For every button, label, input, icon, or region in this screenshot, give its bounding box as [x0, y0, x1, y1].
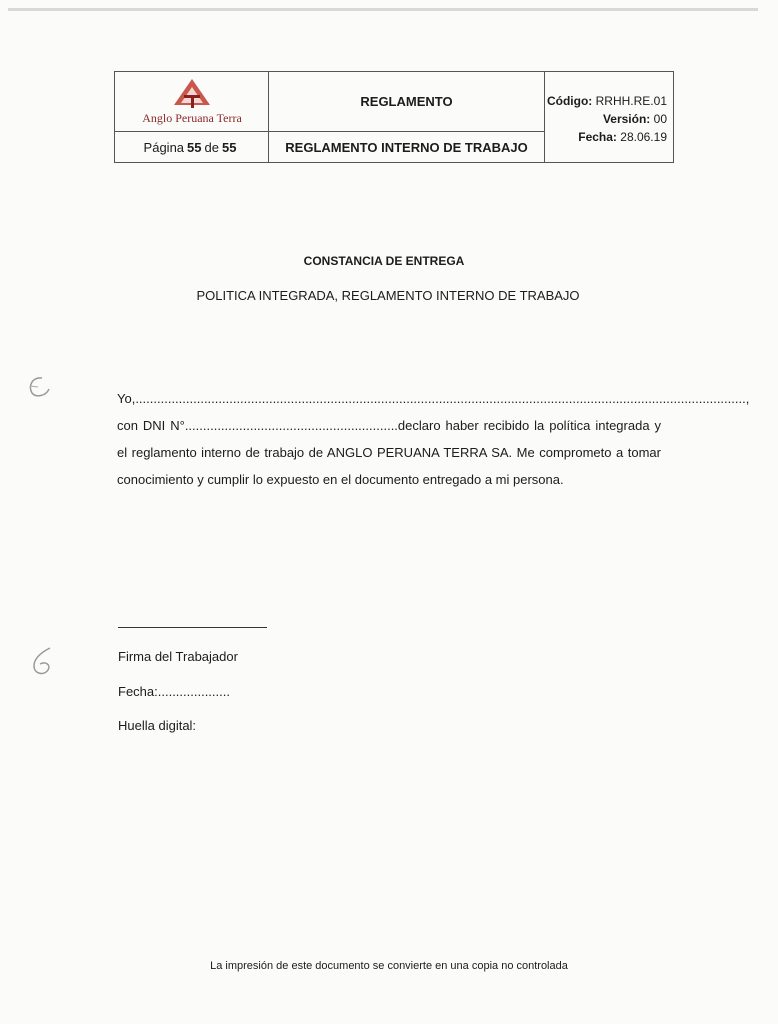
document-subtitle: POLITICA INTEGRADA, REGLAMENTO INTERNO DE TRABAJO — [196, 288, 580, 303]
declaration-line-name: Yo,........................................................................................................................................................................., — [117, 391, 750, 406]
code-label: Código: — [546, 94, 593, 108]
document-meta — [545, 72, 673, 162]
company-logo-icon — [170, 77, 214, 111]
page-mid: de — [204, 139, 219, 155]
signature-line — [118, 627, 267, 628]
date-value: 28.06.19 — [620, 130, 667, 144]
version-value: 00 — [653, 112, 667, 126]
declaration-line-commitment: conocimiento y cumplir lo expuesto en el documento entregado a mi persona. — [117, 472, 564, 487]
logo-text: Anglo Peruana Terra — [142, 111, 242, 125]
code-value: RRHH.RE.01 — [595, 94, 667, 108]
document-title: CONSTANCIA DE ENTREGA — [303, 254, 465, 268]
header-title: REGLAMENTO — [269, 72, 545, 132]
declaration-paragraph — [117, 385, 750, 493]
header-subtitle: REGLAMENTO INTERNO DE TRABAJO — [269, 132, 545, 162]
punch-hole-mark-icon — [26, 644, 60, 680]
logo-cell — [115, 72, 269, 132]
page-prefix: Página — [143, 139, 185, 155]
page-total: 55 — [221, 139, 237, 155]
footer-note: La impresión de este documento se convierte en una copia no controlada — [210, 960, 568, 972]
page-top-edge — [8, 8, 758, 11]
punch-hole-mark-icon — [24, 374, 54, 400]
fecha-field: Fecha:.................... — [118, 684, 230, 699]
page-current: 55 — [187, 139, 202, 155]
date-label: Fecha: — [578, 130, 617, 144]
page-number — [115, 132, 269, 162]
version-label: Versión: — [602, 112, 651, 126]
firma-label: Firma del Trabajador — [118, 649, 238, 664]
declaration-line-company: el reglamento interno de trabajo de ANGLO PERUANA TERRA SA. Me comprometo a tomar — [117, 445, 661, 460]
declaration-line-dni: con DNI N°...........................................................declaro haber recibido la política integrada y — [117, 418, 661, 433]
document-header-table — [114, 71, 674, 163]
huella-label: Huella digital: — [118, 718, 197, 733]
